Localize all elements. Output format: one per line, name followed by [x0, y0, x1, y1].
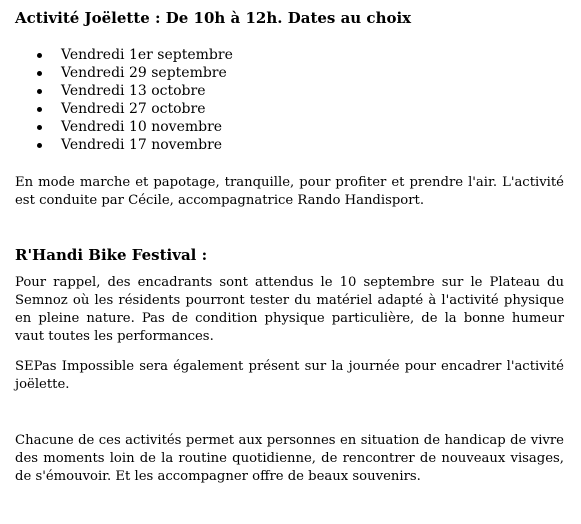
- date-label: Vendredi 13 octobre: [61, 83, 206, 99]
- joelette-heading: Activité Joëlette : De 10h à 12h. Dates au choix: [15, 9, 412, 27]
- list-item: [15, 118, 233, 136]
- festival-paragraph-2: SEPas Impossible sera également présent sur la journée pour encadrer l'activité joëlette.: [15, 359, 564, 392]
- list-item: [15, 100, 233, 118]
- date-label: Vendredi 10 novembre: [61, 119, 223, 135]
- date-label: Vendredi 27 octobre: [61, 101, 206, 117]
- joelette-description: En mode marche et papotage, tranquille, pour profiter et prendre l'air. L'activité est conduite par Cécile, accompagnatrice Rando Handisport.: [15, 175, 564, 208]
- bullet-icon: [37, 107, 42, 112]
- bullet-icon: [37, 125, 42, 130]
- bullet-icon: [37, 143, 42, 148]
- bullet-icon: [37, 89, 42, 94]
- list-item: [15, 136, 233, 154]
- list-item: [15, 82, 233, 100]
- closing-paragraph: Chacune de ces activités permet aux personnes en situation de handicap de vivre des moments loin de la routine quotidienne, de rencontrer de nouveaux visages, de s'émouvoir. Et les accompagner offre de beaux souvenirs.: [15, 433, 564, 484]
- bullet-icon: [37, 53, 42, 58]
- date-label: Vendredi 29 septembre: [61, 65, 227, 81]
- list-item: [15, 46, 233, 64]
- date-label: Vendredi 1er septembre: [61, 47, 233, 63]
- festival-paragraph-1: Pour rappel, des encadrants sont attendus le 10 septembre sur le Plateau du Semnoz où les résidents pourront tester du matériel adapté à l'activité physique en pleine nature. Pas de condition physique particulière, de la bonne humeur vaut toutes les performances.: [15, 275, 564, 344]
- festival-heading: R'Handi Bike Festival :: [15, 246, 208, 264]
- date-label: Vendredi 17 novembre: [61, 137, 223, 153]
- bullet-icon: [37, 71, 42, 76]
- list-item: [15, 64, 233, 82]
- dates-list: [15, 46, 233, 154]
